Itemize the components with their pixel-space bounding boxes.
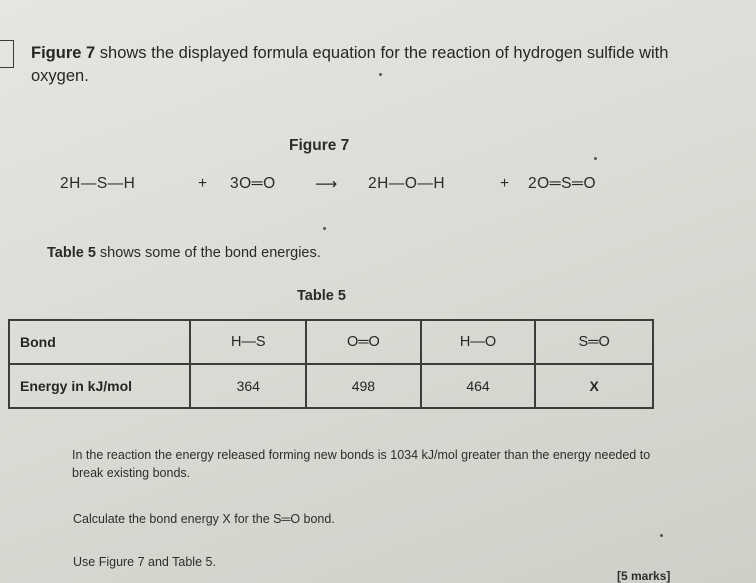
question-paragraph: In the reaction the energy released forming new bonds is 1034 kJ/mol greater than the energy needed to break existing bonds. <box>72 448 651 480</box>
displayed-formula-equation <box>60 175 660 197</box>
paper-speck <box>323 227 326 230</box>
table-intro-text <box>47 245 321 261</box>
table-row-energies <box>9 364 653 408</box>
calculate-instruction: Calculate the bond energy X for the S═O bond. <box>73 512 335 526</box>
marks-label: [5 marks] <box>617 569 671 583</box>
equation-arrow: ⟶ <box>315 176 338 193</box>
paper-speck <box>594 157 597 160</box>
bond-energy-table <box>8 319 654 409</box>
question-number-box <box>0 40 14 68</box>
equation-product-water: 2H—O—H <box>368 175 446 192</box>
energy-s-o-unknown: X <box>535 364 653 408</box>
row-header-bond: Bond <box>9 320 190 364</box>
bond-h-o: H—O <box>421 320 536 364</box>
table-intro-sentence: shows some of the bond energies. <box>95 245 321 261</box>
intro-text <box>31 42 721 88</box>
intro-sentence: shows the displayed formula equation for the reaction of hydrogen sulfide with oxygen. <box>31 44 669 85</box>
equation-plus-sign: + <box>198 175 208 192</box>
figure-title: Figure 7 <box>289 137 350 154</box>
energy-h-s: 364 <box>190 364 306 408</box>
energy-o-o: 498 <box>306 364 421 408</box>
equation-reactant-hydrogen-sulfide: 2H—S—H <box>60 175 136 192</box>
figure-reference: Figure 7 <box>31 44 96 62</box>
paper-speck <box>660 534 663 537</box>
table-reference: Table 5 <box>47 245 96 261</box>
bond-o-o: O═O <box>306 320 421 364</box>
equation-plus-sign: + <box>500 175 510 192</box>
bond-h-s: H—S <box>190 320 306 364</box>
bond-s-o: S═O <box>535 320 653 364</box>
use-instruction: Use Figure 7 and Table 5. <box>73 555 216 569</box>
energy-h-o: 464 <box>421 364 536 408</box>
row-header-energy: Energy in kJ/mol <box>9 364 190 408</box>
paper-speck <box>379 73 382 76</box>
equation-reactant-oxygen: 3O═O <box>230 175 276 192</box>
table-title: Table 5 <box>297 288 346 304</box>
equation-product-sulfur-dioxide: 2O═S═O <box>528 175 597 192</box>
table-row-bonds <box>9 320 653 364</box>
